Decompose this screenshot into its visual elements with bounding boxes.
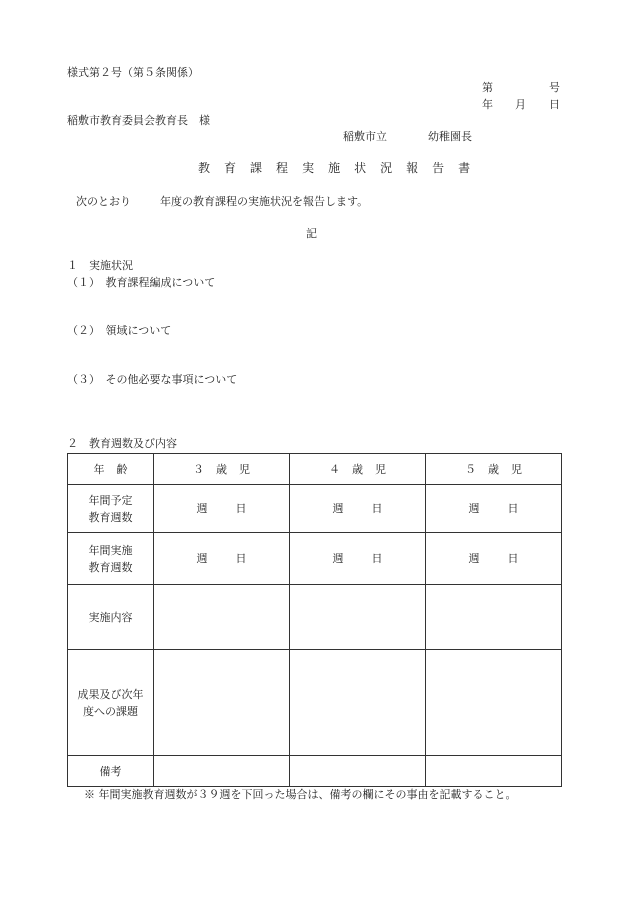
- title-char: 告: [432, 161, 445, 175]
- section1-heading: １ 実施状況: [67, 259, 133, 272]
- cell-actual-3yo[interactable]: 週 日: [154, 533, 290, 585]
- table-row: [68, 756, 562, 787]
- row-label-remarks: 備考: [68, 756, 154, 787]
- ki-heading: 記: [306, 227, 317, 240]
- form-number: 様式第２号（第５条関係）: [67, 66, 199, 79]
- title-char: 施: [328, 161, 341, 175]
- cell-results-4yo[interactable]: [290, 650, 426, 756]
- cell-results-3yo[interactable]: [154, 650, 290, 756]
- intro-prefix: 次のとおり: [76, 195, 131, 208]
- table-row: [68, 485, 562, 533]
- title-char: 書: [458, 161, 471, 175]
- table-row: [68, 650, 562, 756]
- table-row: [68, 533, 562, 585]
- header-age: 年 齢: [68, 454, 154, 485]
- title-char: 育: [224, 161, 237, 175]
- document-title: [198, 161, 484, 176]
- cell-planned-3yo[interactable]: 週 日: [154, 485, 290, 533]
- row-label-planned-weeks: 年間予定 教育週数: [68, 485, 154, 533]
- cell-remarks-3yo[interactable]: [154, 756, 290, 787]
- doc-number-go: 号: [549, 81, 560, 94]
- row-label-content: 実施内容: [68, 585, 154, 650]
- cell-remarks-4yo[interactable]: [290, 756, 426, 787]
- title-char: 実: [302, 161, 315, 175]
- cell-actual-5yo[interactable]: 週 日: [426, 533, 562, 585]
- title-char: 状: [354, 161, 367, 175]
- cell-actual-4yo[interactable]: 週 日: [290, 533, 426, 585]
- sender-kindergarten: 幼稚園長: [428, 130, 472, 143]
- date-year: 年: [482, 98, 493, 111]
- section2-heading: ２ 教育週数及び内容: [67, 437, 177, 450]
- sender-city: 稲敷市立: [343, 130, 387, 143]
- title-char: 課: [250, 161, 263, 175]
- title-char: 教: [198, 161, 211, 175]
- cell-planned-4yo[interactable]: 週 日: [290, 485, 426, 533]
- header-5yo: ５ 歳 児: [426, 454, 562, 485]
- addressee: 稲敷市教育委員会教育長 様: [67, 114, 210, 127]
- section1-item3: （３） その他必要な事項について: [67, 373, 238, 386]
- doc-number-dai: 第: [482, 81, 493, 94]
- education-weeks-table: [67, 453, 562, 787]
- table-header-row: [68, 454, 562, 485]
- date-month: 月: [515, 98, 526, 111]
- cell-remarks-5yo[interactable]: [426, 756, 562, 787]
- cell-content-5yo[interactable]: [426, 585, 562, 650]
- cell-content-4yo[interactable]: [290, 585, 426, 650]
- cell-results-5yo[interactable]: [426, 650, 562, 756]
- title-char: 程: [276, 161, 289, 175]
- section1-item2: （２） 領域について: [67, 324, 172, 337]
- date-day: 日: [549, 98, 560, 111]
- title-char: 報: [406, 161, 419, 175]
- title-char: 況: [380, 161, 393, 175]
- cell-content-3yo[interactable]: [154, 585, 290, 650]
- table-row: [68, 585, 562, 650]
- row-label-results: 成果及び次年 度への課題: [68, 650, 154, 756]
- footnote: ※ 年間実施教育週数が３９週を下回った場合は、備考の欄にその事由を記載すること。: [84, 788, 517, 801]
- row-label-actual-weeks: 年間実施 教育週数: [68, 533, 154, 585]
- header-3yo: ３ 歳 児: [154, 454, 290, 485]
- cell-planned-5yo[interactable]: 週 日: [426, 485, 562, 533]
- intro-suffix: 年度の教育課程の実施状況を報告します。: [160, 195, 369, 208]
- header-4yo: ４ 歳 児: [290, 454, 426, 485]
- section1-item1: （１） 教育課程編成について: [67, 276, 216, 289]
